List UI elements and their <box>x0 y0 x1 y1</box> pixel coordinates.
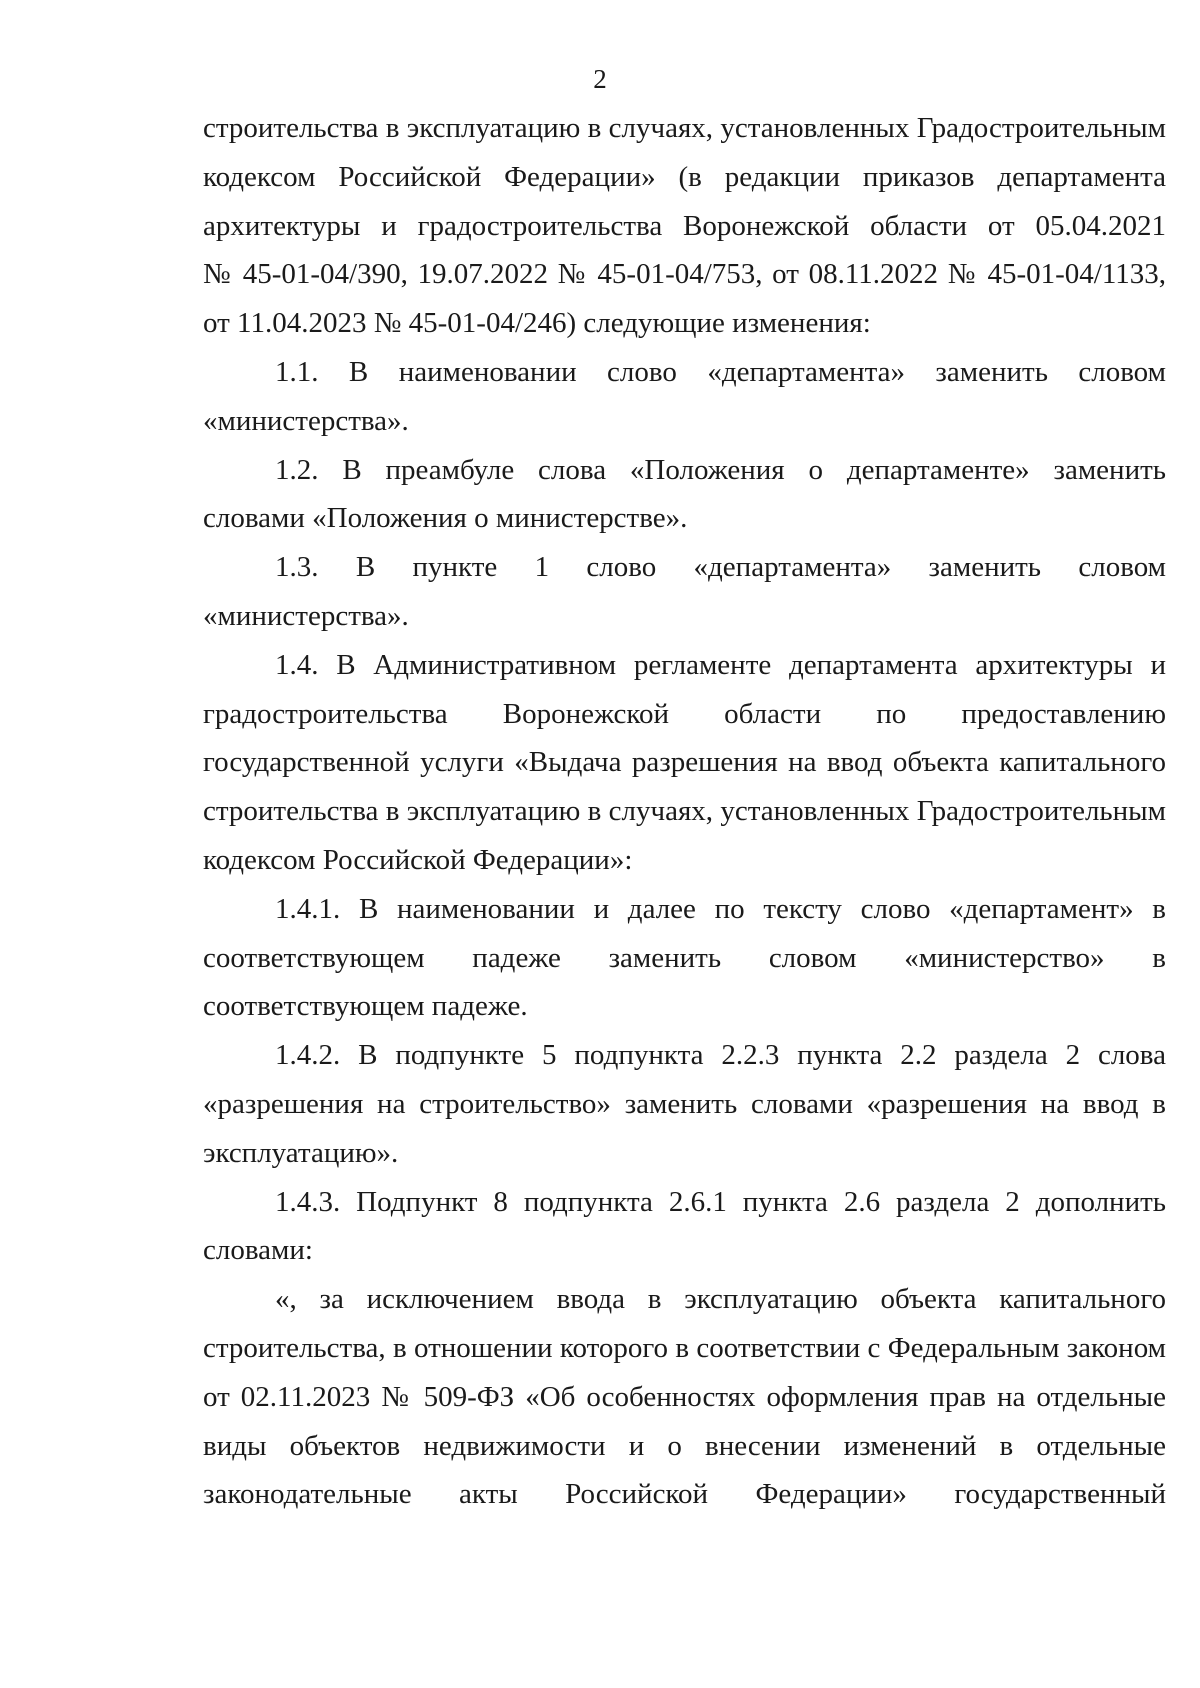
item-1-2-line: 1.2. В преамбуле слова «Положения о департаменте» заменить <box>275 453 1166 486</box>
text-line: государственной услуги «Выдача разрешения на ввод объекта капитального <box>203 746 1166 779</box>
text-line: от 11.04.2023 № 45-01-04/246) следующие изменения: <box>203 307 871 340</box>
text-line: кодексом Российской Федерации» (в редакции приказов департамента <box>203 160 1166 193</box>
text-line: строительства в эксплуатацию в случаях, установленных Градостроительным <box>203 112 1166 144</box>
item-1-3-line: 1.3. В пункте 1 слово «департамента» заменить словом <box>275 551 1166 584</box>
text-line: «министерства». <box>203 599 409 632</box>
text-line: строительства в эксплуатацию в случаях, установленных Градостроительным <box>203 795 1166 828</box>
quote-line: «, за исключением ввода в эксплуатацию объекта капитального <box>275 1283 1166 1316</box>
text-line: словами: <box>203 1234 313 1267</box>
text-line: от 02.11.2023 № 509-ФЗ «Об особенностях оформления прав на отдельные <box>203 1380 1166 1413</box>
item-1-4-1-line: 1.4.1. В наименовании и далее по тексту слово «департамент» в <box>275 892 1166 925</box>
item-1-4-2-line: 1.4.2. В подпункте 5 подпункта 2.2.3 пункта 2.2 раздела 2 слова <box>275 1039 1166 1072</box>
item-1-4-line: 1.4. В Административном регламенте департамента архитектуры и <box>275 648 1166 681</box>
text-line: кодексом Российской Федерации»: <box>203 843 633 876</box>
item-1-1-line: 1.1. В наименовании слово «департамента» заменить словом <box>275 355 1166 388</box>
document-body <box>203 104 1166 1519</box>
text-line: «разрешения на строительство» заменить словами «разрешения на ввод в <box>203 1087 1166 1120</box>
text-line: соответствующем падеже. <box>203 990 528 1023</box>
text-line: эксплуатацию». <box>203 1136 399 1169</box>
text-line: виды объектов недвижимости и о внесении изменений в отдельные <box>203 1429 1166 1462</box>
text-line: градостроительства Воронежской области по предоставлению <box>203 697 1166 730</box>
text-line: № 45-01-04/390, 19.07.2022 № 45-01-04/753, от 08.11.2022 № 45-01-04/1133, <box>203 258 1166 291</box>
text-line: «министерства». <box>203 404 409 437</box>
item-1-4-3-line: 1.4.3. Подпункт 8 подпункта 2.6.1 пункта 2.6 раздела 2 дополнить <box>275 1185 1166 1218</box>
text-line: законодательные акты Российской Федерации» государственный <box>203 1478 1166 1511</box>
text-line: словами «Положения о министерстве». <box>203 502 688 535</box>
text-line: строительства, в отношении которого в соответствии с Федеральным законом <box>203 1331 1166 1364</box>
page-number: 2 <box>593 64 607 94</box>
text-line: соответствующем падеже заменить словом «министерство» в <box>203 941 1166 974</box>
text-line: архитектуры и градостроительства Воронежской области от 05.04.2021 <box>203 209 1166 242</box>
